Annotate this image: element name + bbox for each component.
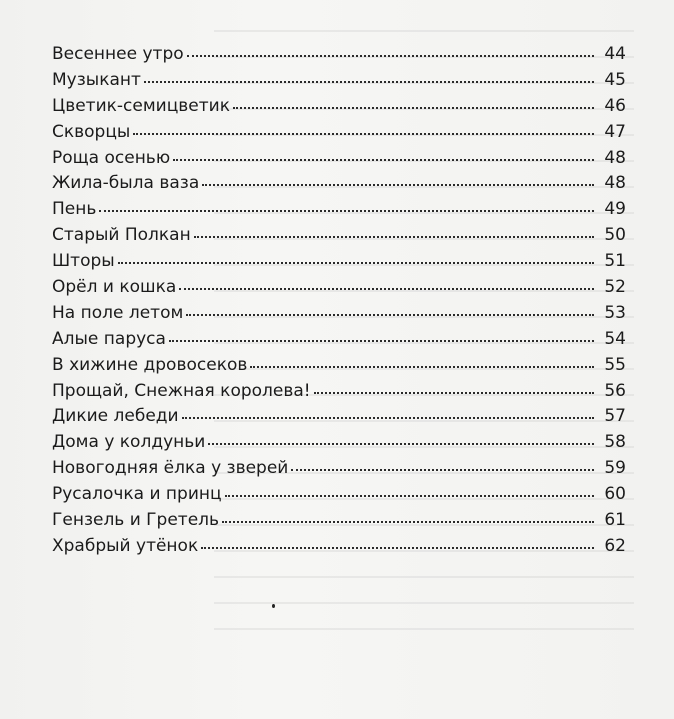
toc-entry-page-number: 54: [604, 328, 626, 349]
toc-entry: [52, 456, 626, 482]
toc-entry-page-number: 56: [604, 380, 626, 401]
toc-entry-title: Прощай, Снежная королева!: [52, 380, 311, 401]
toc-entry: [52, 353, 626, 379]
dot-leader: [222, 521, 594, 523]
toc-entry-title: Цветик-семицветик: [52, 95, 230, 116]
toc-entry-page-number: 49: [604, 199, 626, 220]
dot-leader: [225, 495, 594, 497]
dot-leader: [179, 288, 594, 290]
toc-entry: [52, 223, 626, 249]
print-speck: [272, 604, 275, 608]
dot-leader: [182, 417, 594, 419]
dot-leader: [133, 133, 594, 135]
toc-entry-title: Роща осенью: [52, 147, 171, 168]
toc-entry-page-number: 51: [604, 251, 626, 272]
toc-entry-title: Русалочка и принц: [52, 484, 222, 505]
toc-entry: [52, 146, 626, 172]
dot-leader: [202, 184, 594, 186]
toc-entry: [52, 42, 626, 68]
dot-leader: [173, 159, 594, 161]
dot-leader: [99, 210, 594, 212]
toc-entry-title: Гензель и Гретель: [52, 510, 220, 531]
dot-leader: [250, 366, 594, 368]
toc-entry-page-number: 46: [604, 95, 626, 116]
toc-entry-title: Шторы: [52, 251, 115, 272]
toc-entry-title: Пень: [52, 199, 97, 220]
toc-entry-page-number: 47: [604, 121, 626, 142]
toc-entry: [52, 120, 626, 146]
toc-entry-title: Дикие лебеди: [52, 406, 179, 427]
toc-entry-title: Дома у колдуньи: [52, 432, 206, 453]
dot-leader: [201, 547, 594, 549]
table-of-contents: [52, 42, 626, 560]
toc-entry: [52, 508, 626, 534]
toc-entry-title: Новогодняя ёлка у зверей: [52, 458, 289, 479]
toc-entry-title: Алые паруса: [52, 328, 166, 349]
toc-entry-title: Скворцы: [52, 121, 131, 142]
dot-leader: [187, 55, 594, 57]
toc-entry-title: Музыкант: [52, 69, 141, 90]
toc-entry: [52, 301, 626, 327]
toc-entry: [52, 430, 626, 456]
toc-entry-page-number: 48: [604, 147, 626, 168]
dot-leader: [144, 81, 594, 83]
toc-entry: [52, 404, 626, 430]
toc-entry-title: Весеннее утро: [52, 44, 184, 64]
toc-entry: [52, 275, 626, 301]
toc-entry: [52, 171, 626, 197]
dot-leader: [194, 236, 594, 238]
toc-entry-title: Старый Полкан: [52, 225, 191, 246]
toc-entry: [52, 68, 626, 94]
toc-entry-title: Жила-была ваза: [52, 173, 200, 194]
toc-entry-page-number: 61: [604, 510, 626, 531]
toc-entry: [52, 249, 626, 275]
toc-entry-page-number: 59: [604, 458, 626, 479]
toc-entry-page-number: 44: [604, 44, 626, 64]
toc-entry: [52, 327, 626, 353]
toc-entry-title: Орёл и кошка: [52, 277, 177, 298]
dot-leader: [314, 392, 594, 394]
toc-entry: [52, 482, 626, 508]
toc-entry-title: На поле летом: [52, 302, 184, 323]
dot-leader: [169, 340, 594, 342]
toc-entry-page-number: 62: [604, 535, 626, 556]
toc-entry-page-number: 53: [604, 302, 626, 323]
toc-entry-page-number: 48: [604, 173, 626, 194]
toc-entry-page-number: 58: [604, 432, 626, 453]
toc-entry-page-number: 52: [604, 277, 626, 298]
dot-leader: [118, 262, 594, 264]
toc-entry-title: Храбрый утёнок: [52, 535, 199, 556]
toc-entry-page-number: 50: [604, 225, 626, 246]
dot-leader: [186, 314, 594, 316]
toc-entry: [52, 379, 626, 405]
toc-entry-page-number: 57: [604, 406, 626, 427]
dot-leader: [291, 469, 594, 471]
toc-entry-title: В хижине дровосеков: [52, 354, 248, 375]
toc-entry: [52, 94, 626, 120]
dot-leader: [208, 443, 594, 445]
toc-entry-page-number: 55: [604, 354, 626, 375]
toc-entry: [52, 534, 626, 560]
toc-entry-page-number: 60: [604, 484, 626, 505]
toc-entry-page-number: 45: [604, 69, 626, 90]
dot-leader: [233, 107, 594, 109]
toc-entry: [52, 197, 626, 223]
